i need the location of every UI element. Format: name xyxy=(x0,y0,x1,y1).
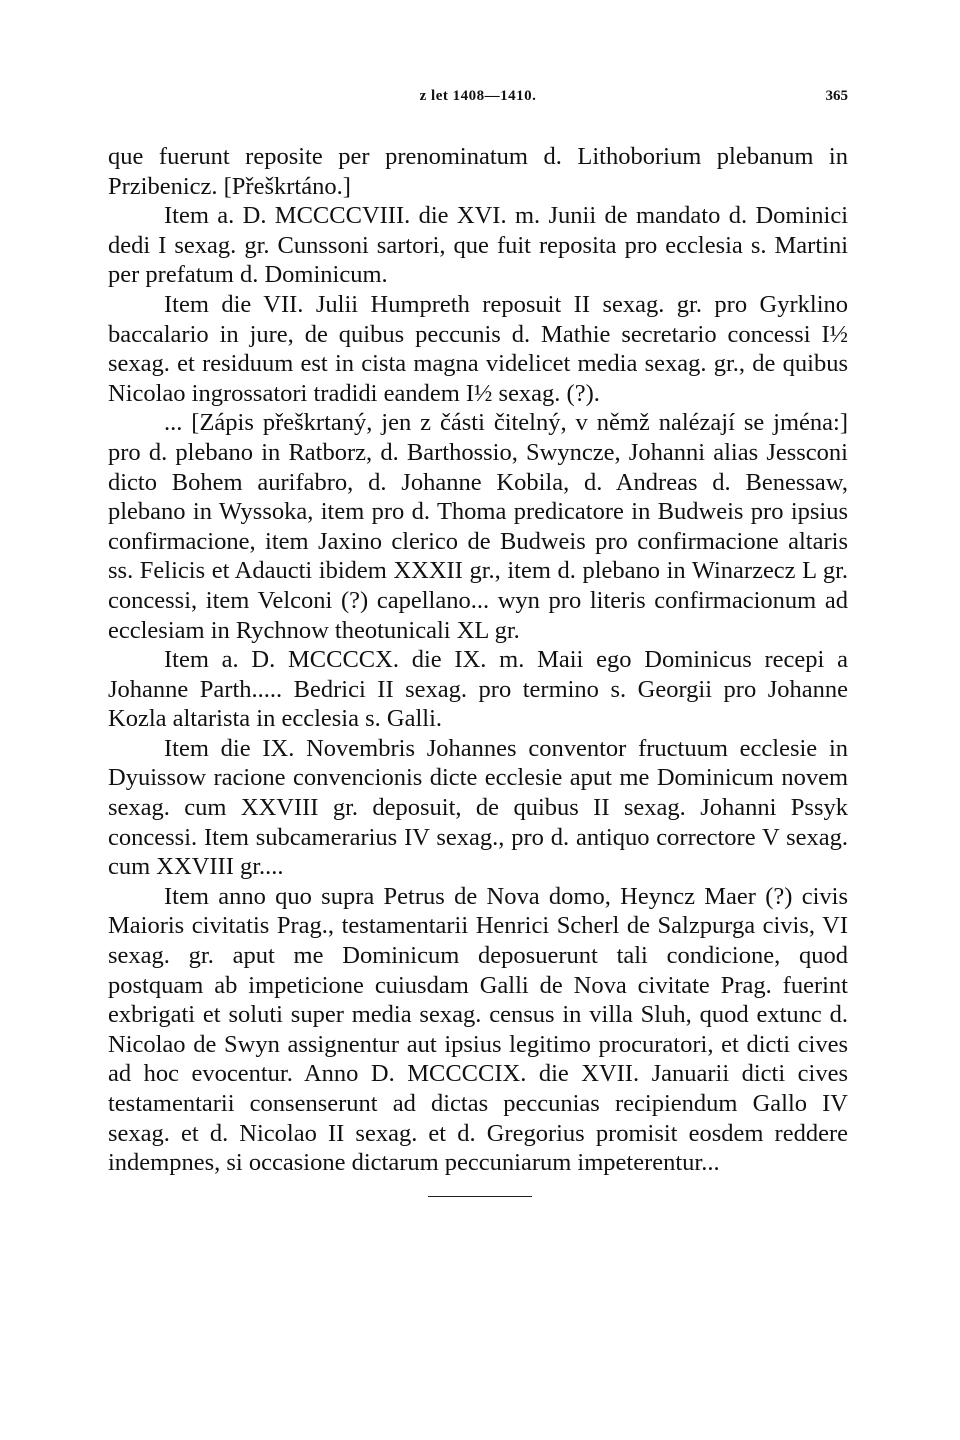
paragraph-entry-testamentarii: Item anno quo supra Petrus de Nova domo, Heyncz Maer (?) civis Maioris civitatis Prag., testamentarii Henrici Scherl de Salzpurga civis, VI sexag. gr. aput me Dominicum deposuerunt tali condicione, quod postquam ab impeticione cuiusdam Galli de Nova civitate Prag. fuerint exbrigati et soluti super media sexag. census in villa Sluh, quod extunc d. Nicolao de Swyn assignentur aut ipsius legitimo procuratori, et dicti cives ad hoc evocentur. Anno D. MCCCCIX. die XVII. Januarii dicti cives testamentarii consenserunt ad dictas peccunias recipiendum Gallo IV sexag. et d. Nicolao II sexag. et d. Gregorius promisit eosdem reddere indempnes, si occasione dictarum peccuniarum impeterentur... xyxy=(108,882,848,1177)
page-number: 365 xyxy=(825,88,848,104)
section-separator-line xyxy=(428,1196,532,1197)
paragraph-entry-1410-maii: Item a. D. MCCCCX. die IX. m. Maii ego Dominicus recepi a Johanne Parth..... Bedrici II sexag. pro termino s. Georgii pro Johanne Kozla altarista in ecclesia s. Galli. xyxy=(108,646,848,733)
document-page xyxy=(108,84,848,1178)
paragraph-continuation: que fuerunt reposite per prenominatum d. Lithoborium plebanum in Przibenicz. [Přeškrtáno.] xyxy=(108,143,848,200)
paragraph-crossed-out-note: ... [Zápis přeškrtaný, jen z části čitelný, v němž nalézají se jména:] pro d. plebano in Ratborz, d. Barthossio, Swyncze, Johanni alias Jessconi dicto Bohem aurifabro, d. Johanne Kobila, d. Andreas d. Benessaw, plebano in Wyssoka, item pro d. Thoma predicatore in Budweis pro ipsius confirmacione, item Jaxino clerico de Budweis pro confirmacione altaris ss. Felicis et Adaucti ibidem XXXII gr., item d. plebano in Winarzecz L gr. concessi, item Velconi (?) capellano... wyn pro literis confirmacionum ad ecclesiam in Rychnow theotunicali XL gr. xyxy=(108,409,848,644)
paragraph-entry-novembris: Item die IX. Novembris Johannes conventor fructuum ecclesie in Dyuissow racione convencionis dicte ecclesie aput me Dominicum novem sexag. cum XXVIII gr. deposuit, de quibus II sexag. Johanni Pssyk concessi. Item subcamerarius IV sexag., pro d. antiquo correctore V sexag. cum XXVIII gr.... xyxy=(108,734,848,881)
running-title: z let 1408—1410. xyxy=(419,88,537,104)
paragraph-entry-julii: Item die VII. Julii Humpreth reposuit II sexag. gr. pro Gyrklino baccalario in jure, de quibus peccunis d. Mathie secretario concessi I½ sexag. et residuum est in cista magna videlicet media sexag. gr., de quibus Nicolao ingrossatori tradidi eandem I½ sexag. (?). xyxy=(108,290,848,407)
paragraph-entry-1408-junii: Item a. D. MCCCCVIII. die XVI. m. Junii de mandato d. Dominici dedi I sexag. gr. Cunssoni sartori, que fuit reposita pro ecclesia s. Martini per prefatum d. Dominicum. xyxy=(108,202,848,289)
body-text xyxy=(108,142,848,1178)
running-header xyxy=(108,84,848,110)
